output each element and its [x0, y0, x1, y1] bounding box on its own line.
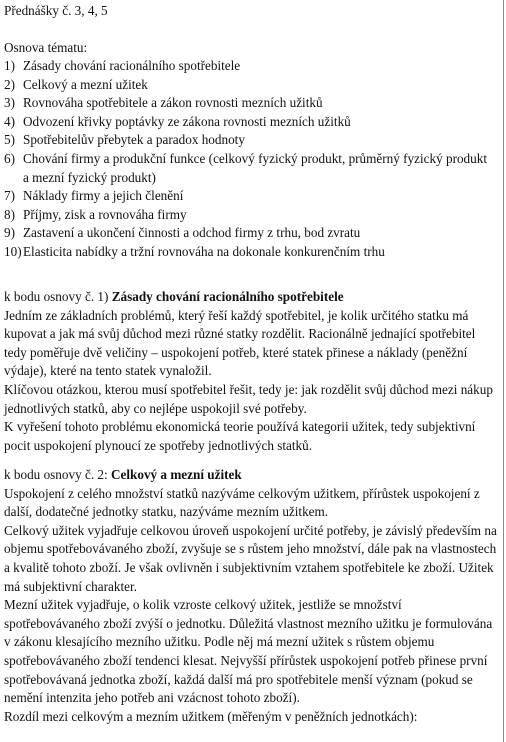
outline-item: 5) Spotřebitelův přebytek a paradox hodnoty	[4, 132, 245, 148]
outline-list	[4, 57, 500, 262]
section-1-lead: k bodu osnovy č. 1)	[4, 289, 112, 304]
section-2-paragraph: Celkový užitek vyjadřuje celkovou úroveň uspokojení určité potřeby, je závislý především na objemu spotřebovávaného zboží, zvyšuje se s růstem jeho množství, dále pak na vlastnostech a kvalitě tohoto zboží. Je však ovlivněn i subjektivním vztahem spotřebitele ke zboží. Užitek má subjektivní charakter.	[4, 522, 497, 594]
outline-item: 1) Zásady chování racionálního spotřebitele	[4, 58, 241, 73]
outline-item: 10) Elasticita nabídky a tržní rovnováha na dokonale konkurenčním trhu	[4, 243, 385, 259]
section-2-paragraph: Mezní užitek vyjadřuje, o kolik vzroste celkový užitek, jestliže se množství spotřebovávaného zboží zvýší o jednotku. Důležitá vlastnost mezního užitku je formulována v zákonu klesajícího mezního užitku. Podle něj má mezní užitek s růstem objemu spotřebovávaného zboží tendenci klesat. Nejvyšší přírůstek uspokojení potřeb přinese první spotřebovávaná jednotka zboží, každá další má pro spotřebitele menší význam (pokud se nemění intenzita jeho potřeb ani vzácnost tohoto zboží).	[4, 597, 493, 706]
section-1-paragraph: Jedním ze základních problémů, který řeší každý spotřebitel, je kolik určitého statku má kupovat a jak má svůj důchod mezi různé statky rozdělit. Racionálně jednající spotřebitel tedy poměřuje dvě veličiny – uspokojení potřeb, které statek přinese a náklady (peněžní výdaje), které na tento statek vynaložil.	[4, 307, 476, 379]
section-1-heading: Zásady chování racionálního spotřebitele	[111, 289, 344, 304]
section-2-paragraph: Rozdíl mezi celkovým a mezním užitkem (měřeným v peněžních jednotkách):	[4, 708, 418, 724]
section-1-paragraph: Klíčovou otázkou, kterou musí spotřebitel řešit, tedy je: jak rozdělit svůj důchod mezi nákup jednotlivých statků, aby co nejlépe uspokojil své potřeby.	[4, 381, 493, 416]
page-border	[503, 0, 504, 742]
outline-item: 3) Rovnováha spotřebitele a zákon rovnosti mezních užitků	[4, 95, 323, 111]
section-1	[4, 288, 500, 455]
section-2-heading: Celkový a mezní užitek	[110, 467, 242, 482]
outline-item: 2) Celkový a mezní užitek	[4, 76, 148, 92]
outline-item: 9) Zastavení a ukončení činnosti a odchod firmy z trhu, bod zvratu	[4, 225, 361, 241]
outline-item: 4) Odvození křivky poptávky ze zákona rovnosti mezních užitků	[4, 113, 351, 129]
outline-item: 7) Náklady firmy a jejich členění	[4, 188, 184, 204]
document-title: Přednášky č. 3, 4, 5	[4, 3, 108, 18]
section-1-heading-line	[4, 288, 500, 307]
section-2-lead: k bodu osnovy č. 2:	[4, 467, 111, 482]
outline-item: 6) Chování firmy a produkční funkce (celkový fyzický produkt, průměrný fyzický produkt a mezní fyzický produkt)	[4, 150, 487, 185]
section-2-paragraph: Uspokojení z celého množství statků nazýváme celkovým užitkem, přírůstek uspokojení z další, dodatečné jednotky statku, nazýváme mezním užitkem.	[4, 485, 480, 520]
section-2	[4, 466, 500, 726]
outline-item: 8) Příjmy, zisk a rovnováha firmy	[4, 206, 187, 222]
section-2-heading-line	[4, 466, 500, 485]
outline-heading: Osnova tématu:	[4, 40, 88, 55]
section-1-paragraph: K vyřešení tohoto problému ekonomická teorie používá kategorii užitek, tedy subjektivní pocit uspokojení plynoucí ze spotřeby jednotlivých statků.	[4, 419, 476, 453]
